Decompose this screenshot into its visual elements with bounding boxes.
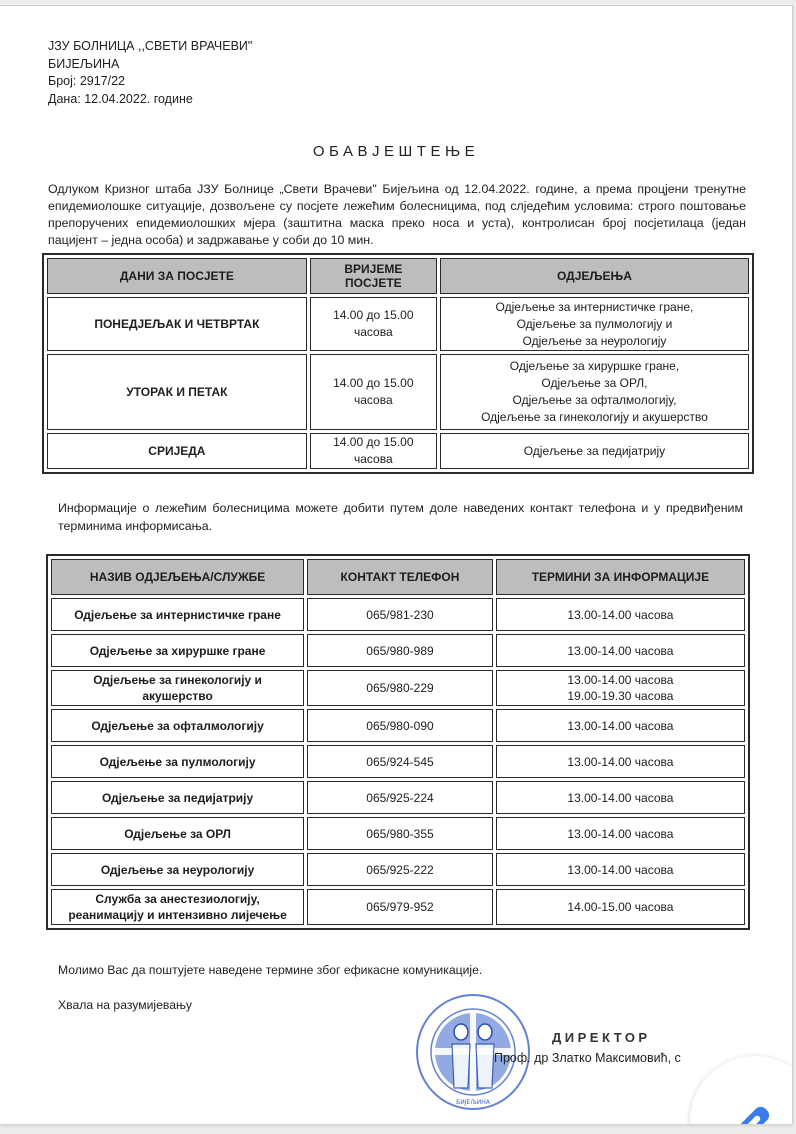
contact-phone: 065/980-355 [307, 817, 493, 850]
info-time [496, 889, 745, 925]
column-header-days: ДАНИ ЗА ПОСЈЕТЕ [47, 258, 307, 294]
info-time-line: 13.00-14.00 часова [567, 826, 674, 841]
visit-time-unit: часова [354, 393, 393, 407]
table-row [51, 598, 745, 631]
contact-phone: 065/980-090 [307, 709, 493, 742]
info-time-line: 13.00-14.00 часова [567, 643, 674, 658]
info-time-line: 13.00-14.00 часова [567, 754, 674, 769]
info-time [496, 634, 745, 667]
info-time-line: 13.00-14.00 часова [567, 790, 674, 805]
info-time-line: 14.00-15.00 часова [567, 900, 674, 914]
table-row [51, 817, 745, 850]
contact-phone: 065/925-222 [307, 853, 493, 886]
document-title: ОБАВЈЕШТЕЊЕ [312, 143, 480, 160]
department-line: Одјељење за интернистичке гране, [495, 299, 694, 314]
department-line: Одјељење за пулмологију и [516, 316, 673, 331]
visit-time-range: 14.00 до 15.00 [333, 376, 414, 390]
table-row [51, 745, 745, 778]
table-row [51, 670, 745, 706]
department-name-line: Одјељење за неурологију [100, 862, 255, 877]
visit-departments [440, 433, 749, 469]
department-name-line: Одјељење за ОРЛ [124, 826, 231, 841]
info-time [496, 817, 745, 850]
contacts-table [46, 554, 750, 930]
info-time-line: 13.00-14.00 часова [567, 607, 674, 622]
intro-paragraph: Одлуком Кризног штаба ЈЗУ Болнице „Свети Врачеви" Бијељина од 12.04.2022. године, а према процјени тренутне епидемиолошке ситуације, дозвољене су посјете лежећим болесницима, под слједећим условима: строго поштовање препоручених епидемиолошких мјера (заштитна маска преко носа и уста), контролисан број посјетилаца (један пацијент – једна особа) и задржавање у соби до 10 мин. [48, 182, 746, 247]
department-line: Одјељење за педијатрију [523, 443, 666, 458]
contact-phone: 065/980-989 [307, 634, 493, 667]
info-paragraph: Информације о лежећим болесницима можете добити путем доле наведених контакт телефона и у предвиђеним терминима информисања. [58, 501, 743, 533]
department-name [51, 817, 304, 850]
table-row [51, 889, 745, 925]
department-name [51, 781, 304, 814]
info-time [496, 670, 745, 706]
document-page [0, 5, 793, 1124]
department-name [51, 745, 304, 778]
department-name [51, 634, 304, 667]
contact-phone: 065/924-545 [307, 745, 493, 778]
footer-request: Молимо Вас да поштујете наведене термине због ефикасне комуникације. [58, 963, 483, 977]
department-name [51, 598, 304, 631]
visit-days: СРИЈЕДА [47, 433, 307, 469]
signature-name: Проф. др Златко Максимовић, с [494, 1051, 681, 1065]
document-date: Дана: 12.04.2022. године [48, 91, 193, 106]
info-time-line: 19.00-19.30 часова [567, 689, 674, 703]
department-name-line: Одјељење за офталмологију [91, 718, 264, 733]
visit-departments [440, 354, 749, 430]
info-time [496, 598, 745, 631]
visit-days: ПОНЕДЈЕЉАК И ЧЕТВРТАК [47, 297, 307, 351]
contact-phone: 065/980-229 [307, 670, 493, 706]
visit-time-range: 14.00 до 15.00 [333, 435, 414, 449]
info-time [496, 709, 745, 742]
visits-table [42, 253, 754, 474]
contact-phone: 065/925-224 [307, 781, 493, 814]
contact-phone: 065/979-952 [307, 889, 493, 925]
visit-time-unit: часова [354, 325, 393, 339]
department-line: Одјељење за офталмологију, [512, 393, 677, 407]
department-name [51, 853, 304, 886]
column-header-departments: ОДЈЕЉЕЊА [440, 258, 749, 294]
department-name-line: Одјељење за педијатрију [101, 790, 254, 805]
department-name-line: Одјељење за пулмологију [99, 754, 256, 769]
column-header-phone: КОНТАКТ ТЕЛЕФОН [307, 559, 493, 595]
info-time [496, 745, 745, 778]
table-row [47, 297, 749, 351]
visit-time [310, 354, 437, 430]
table-row [51, 781, 745, 814]
department-line: Одјељење за неурологију [522, 333, 667, 348]
info-time [496, 781, 745, 814]
visit-time-unit: часова [354, 452, 393, 466]
table-row [51, 634, 745, 667]
svg-text:БИЈЕЉИНА: БИЈЕЉИНА [456, 1099, 490, 1106]
department-line: Одјељење за хируршке гране, [509, 359, 680, 373]
visit-departments [440, 297, 749, 351]
visit-time [310, 433, 437, 469]
visit-time [310, 297, 437, 351]
edit-button[interactable] [690, 1056, 793, 1124]
table-row [51, 709, 745, 742]
department-name-line: Одјељење за интернистичке гране [74, 607, 281, 622]
department-name [51, 709, 304, 742]
pencil-icon [716, 1096, 780, 1124]
column-header-info-times: ТЕРМИНИ ЗА ИНФОРМАЦИЈЕ [496, 559, 745, 595]
column-header-time: ВРИЈЕМЕ ПОСЈЕТЕ [310, 258, 437, 294]
contacts-table-header [51, 559, 745, 595]
department-name-line: Служба за анестезиологију, [95, 892, 260, 906]
department-name-line: Одјељење за хируршке гране [89, 643, 266, 658]
document-header [48, 38, 252, 108]
department-name-line: Одјељење за гинекологију и [93, 673, 262, 687]
signature-title: ДИРЕКТОР [552, 1030, 651, 1045]
department-line: Одјељење за ОРЛ, [541, 376, 648, 390]
footer-thanks: Хвала на разумијевању [58, 998, 193, 1012]
column-header-department: НАЗИВ ОДЈЕЉЕЊА/СЛУЖБЕ [51, 559, 304, 595]
institution-name: ЈЗУ БОЛНИЦА ,,СВЕТИ ВРАЧЕВИ" [48, 39, 253, 53]
info-time [496, 853, 745, 886]
department-name-line: акушерство [142, 689, 213, 703]
info-time-line: 13.00-14.00 часова [567, 718, 674, 733]
document-number: Број: 2917/22 [48, 74, 126, 88]
institution-city: БИЈЕЉИНА [48, 56, 120, 71]
visit-time-range: 14.00 до 15.00 [333, 308, 414, 322]
table-row [47, 354, 749, 430]
department-name-line: реанимацију и интензивно лијечење [68, 908, 287, 922]
department-line: Одјељење за гинекологију и акушерство [481, 410, 708, 424]
visits-table-header [47, 258, 749, 294]
department-name [51, 670, 304, 706]
visit-days: УТОРАК И ПЕТАК [47, 354, 307, 430]
info-time-line: 13.00-14.00 часова [567, 862, 674, 877]
info-time-line: 13.00-14.00 часова [567, 673, 674, 687]
table-row [47, 433, 749, 469]
department-name [51, 889, 304, 925]
contact-phone: 065/981-230 [307, 598, 493, 631]
table-row [51, 853, 745, 886]
